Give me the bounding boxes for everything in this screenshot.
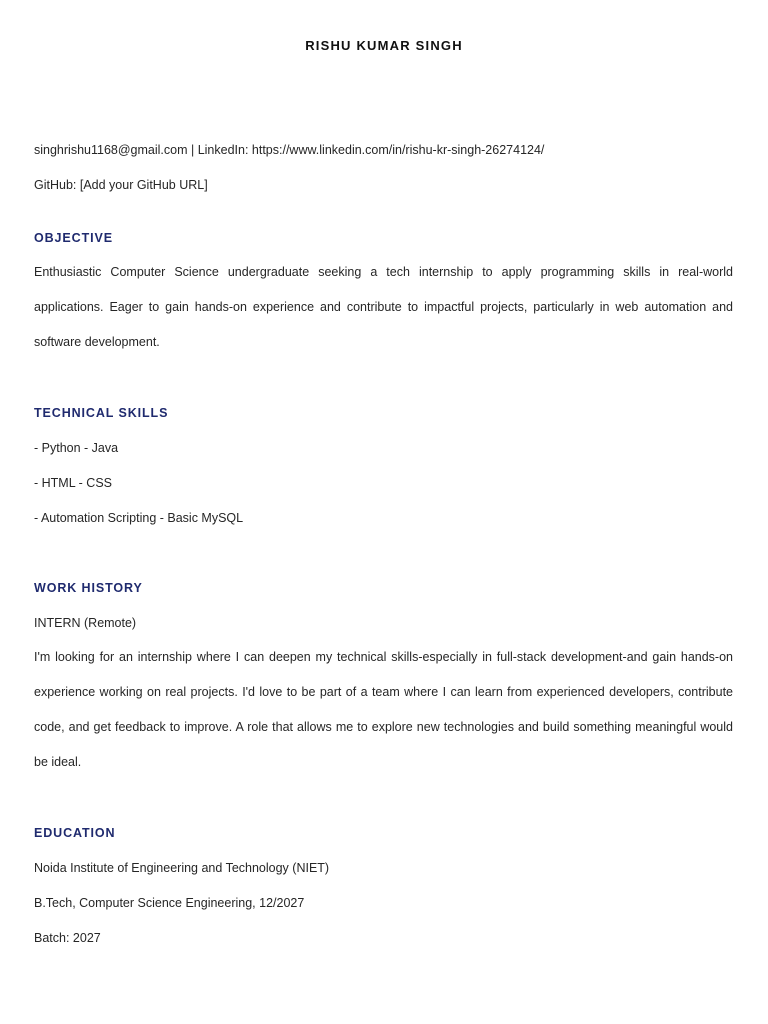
work-role: INTERN (Remote) xyxy=(34,616,137,630)
work-heading: WORK HISTORY xyxy=(34,581,143,595)
education-batch: Batch: 2027 xyxy=(34,931,101,945)
skill-item: - HTML - CSS xyxy=(34,476,113,490)
skills-heading: TECHNICAL SKILLS xyxy=(34,406,169,420)
contact-line: singhrishu1168@gmail.com | LinkedIn: https://www.linkedin.com/in/rishu-kr-singh-26274124/ xyxy=(34,143,545,157)
education-heading: EDUCATION xyxy=(34,826,116,840)
skill-item: - Python - Java xyxy=(34,441,119,455)
objective-text: Enthusiastic Computer Science undergraduate seeking a tech internship to apply programming skills in real-world applications. Eager to gain hands-on experience and contribute to impactful projects, particularly in web automation and software development. xyxy=(34,265,733,349)
skill-item: - Automation Scripting - Basic MySQL xyxy=(34,511,244,525)
github-line: GitHub: [Add your GitHub URL] xyxy=(34,178,208,192)
objective-heading: OBJECTIVE xyxy=(34,231,113,245)
work-text: I'm looking for an internship where I can deepen my technical skills-especially in full-stack development-and gain hands-on experience working on real projects. I'd love to be part of a team where I can learn from experienced developers, contribute code, and get feedback to improve. A role that allows me to explore new technologies and build something meaningful would be ideal. xyxy=(34,650,733,769)
education-institution: Noida Institute of Engineering and Technology (NIET) xyxy=(34,861,330,875)
candidate-name: RISHU KUMAR SINGH xyxy=(305,38,463,53)
education-degree: B.Tech, Computer Science Engineering, 12/2027 xyxy=(34,896,305,910)
